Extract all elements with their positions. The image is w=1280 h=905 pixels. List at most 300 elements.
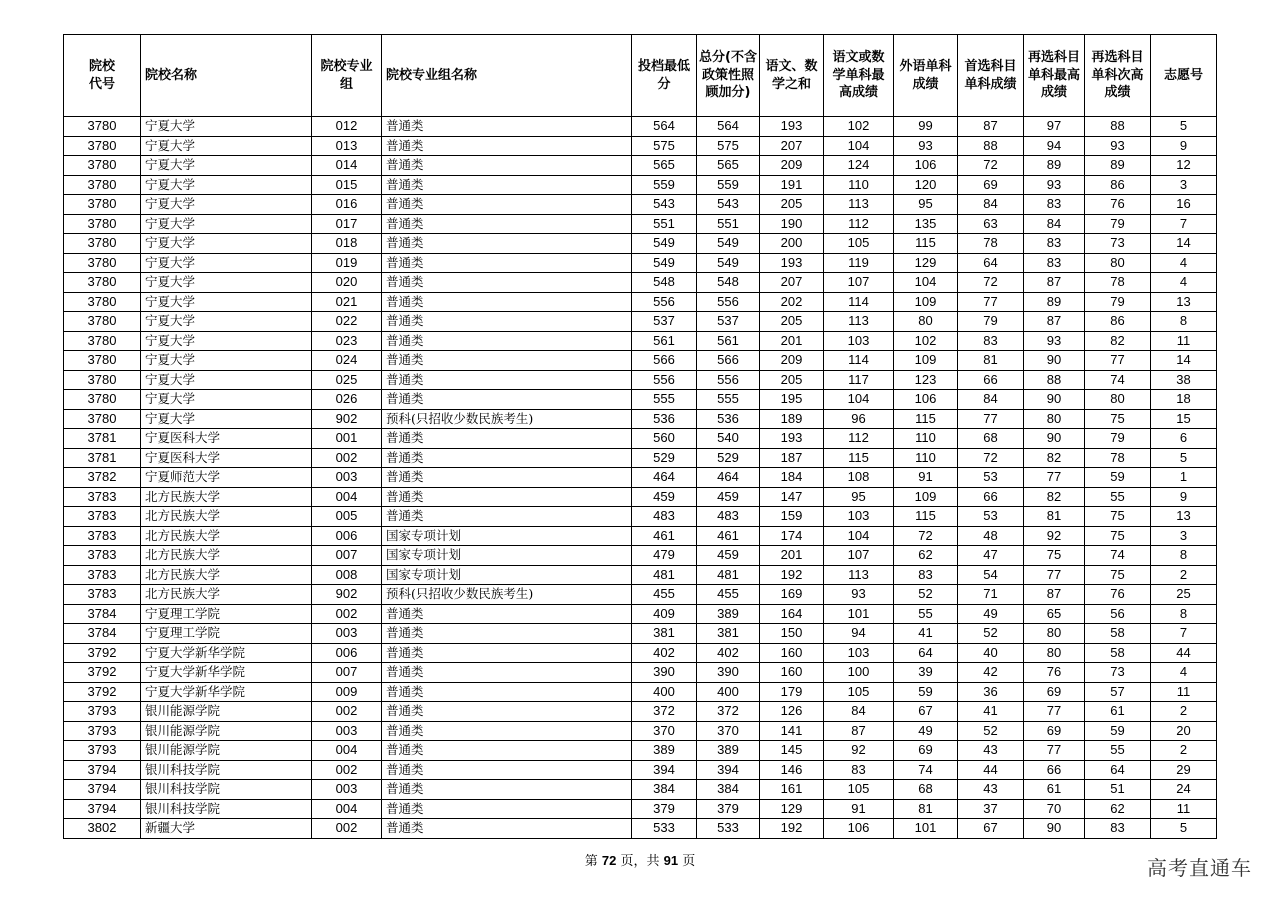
table-cell: 62 (894, 546, 958, 566)
table-cell: 560 (632, 429, 697, 449)
table-row (64, 760, 1217, 780)
table-cell: 普通类 (382, 760, 632, 780)
table-cell: 109 (894, 487, 958, 507)
table-cell: 普通类 (382, 136, 632, 156)
table-row (64, 234, 1217, 254)
table-cell: 77 (958, 292, 1024, 312)
table-cell: 400 (632, 682, 697, 702)
table-cell: 93 (824, 585, 894, 605)
table-row (64, 312, 1217, 332)
table-cell: 409 (632, 604, 697, 624)
table-cell: 110 (894, 448, 958, 468)
table-cell: 005 (312, 507, 382, 527)
table-cell: 105 (824, 682, 894, 702)
table-cell: 83 (1085, 819, 1151, 839)
table-cell: 74 (894, 760, 958, 780)
table-cell: 2 (1151, 702, 1217, 722)
table-cell: 宁夏理工学院 (141, 624, 312, 644)
table-cell: 66 (1024, 760, 1085, 780)
table-cell: 555 (697, 390, 760, 410)
table-cell: 575 (697, 136, 760, 156)
table-cell: 006 (312, 643, 382, 663)
table-cell: 207 (760, 273, 824, 293)
table-cell: 88 (958, 136, 1024, 156)
table-row (64, 175, 1217, 195)
table-cell: 561 (697, 331, 760, 351)
header-min-score: 投档最低分 (632, 35, 697, 117)
table-cell: 3782 (64, 468, 141, 488)
table-cell: 6 (1151, 429, 1217, 449)
table-cell: 455 (697, 585, 760, 605)
table-cell: 109 (894, 351, 958, 371)
table-cell: 101 (894, 819, 958, 839)
total-page-count: 91 (663, 853, 679, 868)
table-cell: 559 (632, 175, 697, 195)
table-cell: 宁夏大学 (141, 370, 312, 390)
table-cell: 549 (697, 253, 760, 273)
table-cell: 481 (697, 565, 760, 585)
table-cell: 61 (1085, 702, 1151, 722)
table-cell: 80 (1024, 624, 1085, 644)
table-cell: 80 (1024, 643, 1085, 663)
table-row (64, 487, 1217, 507)
table-cell: 9 (1151, 487, 1217, 507)
table-cell: 3802 (64, 819, 141, 839)
table-cell: 96 (824, 409, 894, 429)
table-cell: 566 (697, 351, 760, 371)
table-cell: 64 (958, 253, 1024, 273)
table-cell: 3783 (64, 507, 141, 527)
footer-middle: 页，共 (616, 854, 664, 869)
table-cell: 3780 (64, 175, 141, 195)
table-cell: 普通类 (382, 156, 632, 176)
table-cell: 89 (1085, 156, 1151, 176)
table-cell: 79 (1085, 429, 1151, 449)
table-cell: 019 (312, 253, 382, 273)
table-cell: 93 (1024, 175, 1085, 195)
table-cell: 47 (958, 546, 1024, 566)
table-cell: 国家专项计划 (382, 565, 632, 585)
table-cell: 15 (1151, 409, 1217, 429)
table-cell: 001 (312, 429, 382, 449)
table-cell: 52 (958, 721, 1024, 741)
table-cell: 79 (1085, 214, 1151, 234)
table-cell: 银川能源学院 (141, 741, 312, 761)
table-cell: 13 (1151, 292, 1217, 312)
table-cell: 宁夏大学 (141, 331, 312, 351)
table-cell: 529 (697, 448, 760, 468)
table-cell: 37 (958, 799, 1024, 819)
table-cell: 64 (1085, 760, 1151, 780)
table-cell: 普通类 (382, 624, 632, 644)
table-row (64, 565, 1217, 585)
table-cell: 普通类 (382, 117, 632, 137)
table-body (64, 117, 1217, 839)
table-cell: 129 (894, 253, 958, 273)
table-cell: 94 (824, 624, 894, 644)
table-cell: 002 (312, 604, 382, 624)
table-cell: 107 (824, 273, 894, 293)
table-row (64, 526, 1217, 546)
table-cell: 3780 (64, 312, 141, 332)
table-cell: 3784 (64, 624, 141, 644)
table-cell: 025 (312, 370, 382, 390)
table-row (64, 156, 1217, 176)
table-cell: 115 (894, 409, 958, 429)
table-cell: 106 (894, 156, 958, 176)
table-row (64, 721, 1217, 741)
table-cell: 预科(只招收少数民族考生) (382, 585, 632, 605)
table-cell: 150 (760, 624, 824, 644)
table-cell: 5 (1151, 448, 1217, 468)
table-cell: 70 (1024, 799, 1085, 819)
watermark: 高考直通车 (1147, 856, 1252, 880)
table-cell: 3783 (64, 565, 141, 585)
table-cell: 11 (1151, 682, 1217, 702)
table-cell: 4 (1151, 273, 1217, 293)
table-cell: 159 (760, 507, 824, 527)
table-row (64, 429, 1217, 449)
table-cell: 67 (894, 702, 958, 722)
table-cell: 宁夏大学 (141, 136, 312, 156)
table-cell: 018 (312, 234, 382, 254)
table-cell: 390 (697, 663, 760, 683)
table-cell: 90 (1024, 429, 1085, 449)
table-cell: 4 (1151, 253, 1217, 273)
table-cell: 124 (824, 156, 894, 176)
table-cell: 021 (312, 292, 382, 312)
table-cell: 3792 (64, 682, 141, 702)
table-cell: 147 (760, 487, 824, 507)
table-cell: 020 (312, 273, 382, 293)
table-row (64, 507, 1217, 527)
table-row (64, 370, 1217, 390)
table-cell: 536 (632, 409, 697, 429)
table-cell: 83 (958, 331, 1024, 351)
table-cell: 379 (697, 799, 760, 819)
table-cell: 92 (1024, 526, 1085, 546)
table-cell: 533 (697, 819, 760, 839)
table-cell: 102 (824, 117, 894, 137)
table-cell: 81 (958, 351, 1024, 371)
table-cell: 87 (1024, 312, 1085, 332)
table-cell: 102 (894, 331, 958, 351)
table-cell: 3780 (64, 234, 141, 254)
table-cell: 13 (1151, 507, 1217, 527)
table-row (64, 214, 1217, 234)
table-cell: 3780 (64, 195, 141, 215)
table-cell: 104 (824, 390, 894, 410)
table-cell: 126 (760, 702, 824, 722)
table-cell: 106 (894, 390, 958, 410)
table-cell: 8 (1151, 546, 1217, 566)
table-cell: 014 (312, 156, 382, 176)
header-group: 院校专业组 (312, 35, 382, 117)
table-cell: 002 (312, 702, 382, 722)
table-cell: 548 (697, 273, 760, 293)
table-cell: 91 (894, 468, 958, 488)
table-row (64, 390, 1217, 410)
table-cell: 3780 (64, 253, 141, 273)
header-foreign: 外语单科成绩 (894, 35, 958, 117)
table-cell: 普通类 (382, 468, 632, 488)
table-cell: 533 (632, 819, 697, 839)
table-cell: 80 (1024, 409, 1085, 429)
table-cell: 114 (824, 351, 894, 371)
table-cell: 009 (312, 682, 382, 702)
table-cell: 72 (958, 273, 1024, 293)
table-cell: 549 (632, 253, 697, 273)
table-cell: 银川科技学院 (141, 780, 312, 800)
table-row (64, 663, 1217, 683)
table-cell: 370 (697, 721, 760, 741)
table-cell: 82 (1085, 331, 1151, 351)
table-cell: 105 (824, 780, 894, 800)
table-cell: 207 (760, 136, 824, 156)
table-row (64, 273, 1217, 293)
table-cell: 55 (1085, 741, 1151, 761)
table-cell: 62 (1085, 799, 1151, 819)
table-cell: 66 (958, 370, 1024, 390)
table-cell: 77 (1085, 351, 1151, 371)
table-cell: 普通类 (382, 643, 632, 663)
table-cell: 普通类 (382, 429, 632, 449)
table-cell: 16 (1151, 195, 1217, 215)
table-cell: 宁夏大学 (141, 156, 312, 176)
table-row (64, 741, 1217, 761)
table-cell: 76 (1085, 195, 1151, 215)
table-cell: 新疆大学 (141, 819, 312, 839)
table-cell: 112 (824, 214, 894, 234)
table-cell: 205 (760, 195, 824, 215)
table-cell: 3780 (64, 409, 141, 429)
table-row (64, 448, 1217, 468)
table-cell: 2 (1151, 741, 1217, 761)
table-cell: 193 (760, 429, 824, 449)
table-cell: 40 (958, 643, 1024, 663)
table-cell: 65 (1024, 604, 1085, 624)
table-cell: 53 (958, 468, 1024, 488)
table-cell: 459 (697, 487, 760, 507)
table-cell: 7 (1151, 214, 1217, 234)
table-cell: 普通类 (382, 487, 632, 507)
table-row (64, 117, 1217, 137)
table-cell: 宁夏大学新华学院 (141, 663, 312, 683)
table-cell: 普通类 (382, 448, 632, 468)
table-cell: 93 (894, 136, 958, 156)
table-cell: 113 (824, 565, 894, 585)
table-cell: 国家专项计划 (382, 546, 632, 566)
table-cell: 11 (1151, 331, 1217, 351)
table-cell: 普通类 (382, 214, 632, 234)
table-cell: 003 (312, 780, 382, 800)
table-cell: 110 (824, 175, 894, 195)
table-cell: 79 (1085, 292, 1151, 312)
table-cell: 379 (632, 799, 697, 819)
table-cell: 68 (894, 780, 958, 800)
table-cell: 193 (760, 117, 824, 137)
table-cell: 464 (697, 468, 760, 488)
table-cell: 394 (697, 760, 760, 780)
table-cell: 普通类 (382, 273, 632, 293)
table-cell: 93 (1024, 331, 1085, 351)
table-cell: 556 (632, 370, 697, 390)
table-cell: 84 (958, 195, 1024, 215)
table-cell: 461 (632, 526, 697, 546)
table-cell: 普通类 (382, 741, 632, 761)
table-cell: 123 (894, 370, 958, 390)
table-cell: 3783 (64, 546, 141, 566)
table-cell: 104 (824, 136, 894, 156)
table-cell: 82 (1024, 448, 1085, 468)
table-row (64, 624, 1217, 644)
table-row (64, 585, 1217, 605)
admission-table (63, 34, 1217, 839)
table-cell: 389 (697, 741, 760, 761)
table-cell: 8 (1151, 604, 1217, 624)
table-cell: 普通类 (382, 253, 632, 273)
page-footer (0, 850, 1280, 869)
table-cell: 24 (1151, 780, 1217, 800)
table-cell: 372 (697, 702, 760, 722)
table-cell: 202 (760, 292, 824, 312)
table-cell: 536 (697, 409, 760, 429)
table-cell: 宁夏大学 (141, 312, 312, 332)
table-cell: 113 (824, 195, 894, 215)
table-cell: 002 (312, 760, 382, 780)
table-cell: 14 (1151, 234, 1217, 254)
table-row (64, 780, 1217, 800)
table-cell: 59 (1085, 468, 1151, 488)
table-cell: 164 (760, 604, 824, 624)
table-cell: 3780 (64, 351, 141, 371)
table-cell: 205 (760, 312, 824, 332)
table-row (64, 604, 1217, 624)
table-cell: 普通类 (382, 331, 632, 351)
table-cell: 481 (632, 565, 697, 585)
table-cell: 1 (1151, 468, 1217, 488)
table-cell: 3784 (64, 604, 141, 624)
table-cell: 3780 (64, 136, 141, 156)
table-cell: 3781 (64, 429, 141, 449)
table-cell: 普通类 (382, 663, 632, 683)
table-cell: 72 (958, 448, 1024, 468)
table-cell: 104 (894, 273, 958, 293)
table-cell: 49 (894, 721, 958, 741)
table-cell: 83 (824, 760, 894, 780)
table-row (64, 292, 1217, 312)
table-cell: 普通类 (382, 312, 632, 332)
table-cell: 预科(只招收少数民族考生) (382, 409, 632, 429)
table-cell: 宁夏理工学院 (141, 604, 312, 624)
table-cell: 宁夏大学 (141, 351, 312, 371)
table-cell: 48 (958, 526, 1024, 546)
table-cell: 66 (958, 487, 1024, 507)
table-cell: 41 (894, 624, 958, 644)
table-cell: 543 (632, 195, 697, 215)
table-cell: 北方民族大学 (141, 585, 312, 605)
table-cell: 3793 (64, 721, 141, 741)
table-cell: 564 (632, 117, 697, 137)
table-cell: 145 (760, 741, 824, 761)
table-cell: 187 (760, 448, 824, 468)
table-cell: 69 (894, 741, 958, 761)
table-cell: 389 (697, 604, 760, 624)
header-reselect-max: 再选科目单科最高成绩 (1024, 35, 1085, 117)
table-cell: 38 (1151, 370, 1217, 390)
table-cell: 81 (894, 799, 958, 819)
table-cell: 101 (824, 604, 894, 624)
current-page-number: 72 (601, 853, 617, 868)
table-cell: 549 (697, 234, 760, 254)
table-cell: 72 (958, 156, 1024, 176)
table-cell: 113 (824, 312, 894, 332)
table-cell: 394 (632, 760, 697, 780)
table-cell: 83 (1024, 253, 1085, 273)
table-cell: 114 (824, 292, 894, 312)
table-cell: 银川科技学院 (141, 760, 312, 780)
table-cell: 78 (958, 234, 1024, 254)
table-cell: 161 (760, 780, 824, 800)
table-cell: 543 (697, 195, 760, 215)
table-row (64, 136, 1217, 156)
table-cell: 115 (824, 448, 894, 468)
table-cell: 80 (894, 312, 958, 332)
table-cell: 022 (312, 312, 382, 332)
table-cell: 宁夏医科大学 (141, 429, 312, 449)
table-cell: 89 (1024, 292, 1085, 312)
table-cell: 普通类 (382, 390, 632, 410)
table-cell: 宁夏大学新华学院 (141, 682, 312, 702)
table-cell: 71 (958, 585, 1024, 605)
table-cell: 390 (632, 663, 697, 683)
table-cell: 普通类 (382, 604, 632, 624)
table-cell: 3794 (64, 780, 141, 800)
table-cell: 3781 (64, 448, 141, 468)
table-cell: 75 (1085, 409, 1151, 429)
table-cell: 003 (312, 468, 382, 488)
header-wish: 志愿号 (1151, 35, 1217, 117)
table-cell: 3793 (64, 702, 141, 722)
table-cell: 58 (1085, 624, 1151, 644)
table-cell: 565 (632, 156, 697, 176)
table-cell: 013 (312, 136, 382, 156)
table-cell: 3792 (64, 663, 141, 683)
table-cell: 宁夏大学 (141, 253, 312, 273)
table-cell: 北方民族大学 (141, 565, 312, 585)
table-cell: 184 (760, 468, 824, 488)
table-cell: 11 (1151, 799, 1217, 819)
table-cell: 192 (760, 819, 824, 839)
table-cell: 43 (958, 780, 1024, 800)
table-cell: 129 (760, 799, 824, 819)
header-total: 总分(不含政策性照顾加分) (697, 35, 760, 117)
table-cell: 76 (1085, 585, 1151, 605)
table-cell: 宁夏大学 (141, 273, 312, 293)
table-row (64, 682, 1217, 702)
table-cell: 381 (632, 624, 697, 644)
table-cell: 551 (632, 214, 697, 234)
table-cell: 77 (958, 409, 1024, 429)
table-cell: 109 (894, 292, 958, 312)
table-cell: 3794 (64, 799, 141, 819)
footer-prefix: 第 (584, 854, 602, 869)
table-cell: 44 (958, 760, 1024, 780)
table-cell: 宁夏大学新华学院 (141, 643, 312, 663)
table-cell: 北方民族大学 (141, 487, 312, 507)
table-cell: 103 (824, 643, 894, 663)
table-cell: 024 (312, 351, 382, 371)
